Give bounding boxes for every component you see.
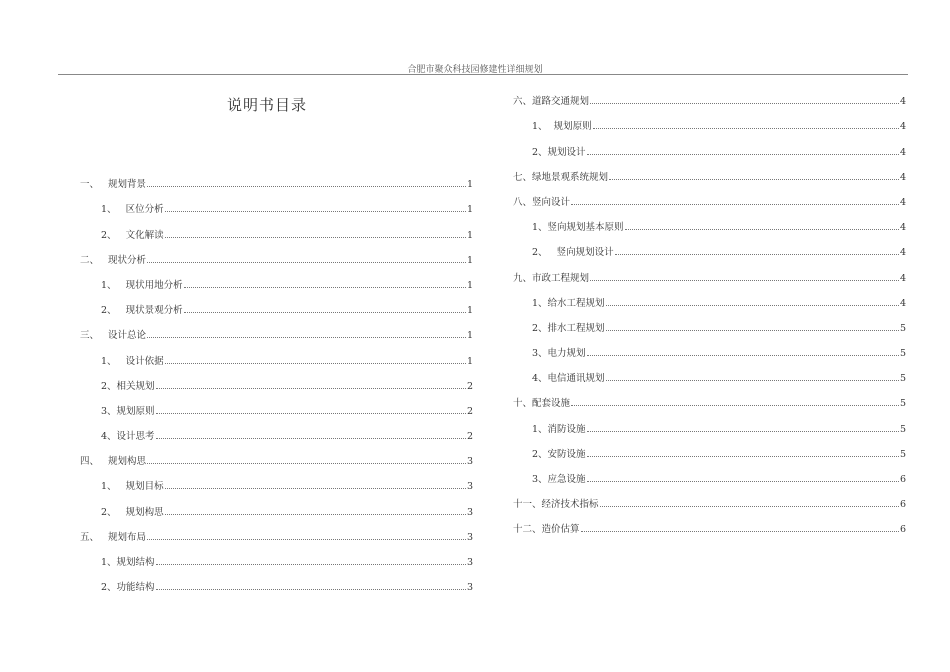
toc-page-number: 5 bbox=[899, 373, 906, 385]
toc-dot-leader bbox=[147, 262, 466, 263]
toc-entry-text: 六、道路交通规划 bbox=[513, 96, 590, 108]
toc-page-number: 5 bbox=[899, 348, 906, 360]
toc-entry-text: 七、绿地景观系统规划 bbox=[513, 171, 609, 183]
toc-dot-leader bbox=[184, 287, 466, 288]
toc-dot-leader bbox=[590, 280, 899, 281]
toc-page-number: 4 bbox=[899, 222, 906, 234]
toc-page-number: 1 bbox=[466, 355, 473, 367]
toc-entry-text: 1、 规划原则 bbox=[532, 121, 592, 133]
toc-dot-leader bbox=[571, 405, 899, 406]
document-title: 说明书目录 bbox=[227, 96, 308, 114]
toc-dot-leader bbox=[156, 388, 466, 389]
toc-entry-text: 2、规划设计 bbox=[532, 146, 586, 158]
toc-dot-leader bbox=[581, 531, 899, 532]
toc-entry-text: 1、消防设施 bbox=[532, 423, 586, 435]
toc-page-number: 3 bbox=[466, 506, 473, 518]
toc-dot-leader bbox=[156, 438, 466, 439]
toc-entry-text: 4、设计思考 bbox=[101, 431, 155, 443]
toc-subsection-entry[interactable] bbox=[80, 417, 473, 442]
toc-page-number: 1 bbox=[466, 179, 473, 191]
toc-page-number: 6 bbox=[899, 524, 906, 536]
toc-page-number: 5 bbox=[899, 448, 906, 460]
toc-dot-leader bbox=[571, 204, 899, 205]
toc-page-number: 3 bbox=[466, 557, 473, 568]
toc-entry-text: 四、 规划构思 bbox=[80, 456, 147, 468]
toc-subsection-entry[interactable] bbox=[513, 208, 906, 233]
header-rule bbox=[58, 74, 908, 75]
running-header: 合肥市聚众科技园修建性详细规划 bbox=[407, 65, 543, 75]
toc-entry-text: 1、 规划目标 bbox=[101, 481, 164, 493]
toc-subsection-entry[interactable] bbox=[513, 233, 906, 258]
toc-dot-leader bbox=[587, 456, 899, 457]
toc-right-column bbox=[513, 82, 906, 535]
toc-page-number: 3 bbox=[466, 481, 473, 493]
toc-entry-text: 十一、经济技术指标 bbox=[513, 499, 599, 511]
toc-entry-text: 3、电力规划 bbox=[532, 348, 586, 360]
toc-page-number: 4 bbox=[899, 247, 906, 259]
toc-entry-text: 2、功能结构 bbox=[101, 582, 155, 594]
toc-subsection-entry[interactable] bbox=[513, 107, 906, 132]
toc-subsection-entry[interactable] bbox=[513, 460, 906, 485]
toc-section-entry[interactable] bbox=[513, 82, 906, 107]
toc-dot-leader bbox=[590, 103, 899, 104]
toc-entry-text: 十二、造价估算 bbox=[513, 524, 580, 536]
toc-entry-text: 一、 规划背景 bbox=[80, 179, 147, 191]
toc-dot-leader bbox=[606, 380, 899, 381]
toc-page-number: 1 bbox=[466, 254, 473, 266]
toc-subsection-entry[interactable] bbox=[80, 543, 473, 568]
toc-dot-leader bbox=[587, 355, 899, 356]
toc-dot-leader bbox=[606, 330, 899, 331]
toc-page-number: 4 bbox=[899, 196, 906, 208]
toc-entry-text: 1、给水工程规划 bbox=[532, 297, 605, 309]
toc-subsection-entry[interactable] bbox=[80, 392, 473, 417]
toc-page-number: 1 bbox=[466, 204, 473, 216]
toc-page-number: 3 bbox=[466, 531, 473, 543]
toc-page-number: 2 bbox=[466, 405, 473, 417]
toc-dot-leader bbox=[156, 413, 466, 414]
toc-page-number: 4 bbox=[899, 146, 906, 158]
toc-subsection-entry[interactable] bbox=[80, 492, 473, 517]
toc-entry-text: 五、 规划布局 bbox=[80, 531, 147, 543]
toc-section-entry[interactable] bbox=[513, 158, 906, 183]
toc-subsection-entry[interactable] bbox=[513, 132, 906, 157]
toc-entry-text: 二、 现状分析 bbox=[80, 254, 147, 266]
toc-entry-text: 1、 设计依据 bbox=[101, 355, 164, 367]
toc-entry-text: 三、 设计总论 bbox=[80, 330, 147, 342]
toc-dot-leader bbox=[587, 154, 899, 155]
toc-subsection-entry[interactable] bbox=[513, 409, 906, 434]
toc-page-number: 5 bbox=[899, 322, 906, 334]
toc-entry-text: 八、竖向设计 bbox=[513, 196, 571, 208]
toc-subsection-entry[interactable] bbox=[80, 215, 473, 240]
toc-dot-leader bbox=[600, 506, 899, 507]
toc-dot-leader bbox=[165, 488, 466, 489]
toc-page-number: 1 bbox=[466, 279, 473, 291]
toc-page-number: 1 bbox=[466, 305, 473, 317]
toc-subsection-entry[interactable] bbox=[513, 359, 906, 384]
toc-entry-text: 1、规划结构 bbox=[101, 557, 155, 568]
toc-entry-text: 2、 竖向规划设计 bbox=[532, 247, 614, 259]
toc-dot-leader bbox=[587, 481, 899, 482]
toc-entry-text: 2、 文化解读 bbox=[101, 229, 164, 241]
toc-section-entry[interactable] bbox=[513, 510, 906, 535]
toc-dot-leader bbox=[184, 312, 466, 313]
toc-entry-text: 3、规划原则 bbox=[101, 405, 155, 417]
toc-page-number: 3 bbox=[466, 456, 473, 468]
toc-entry-text: 2、安防设施 bbox=[532, 448, 586, 460]
toc-page-number: 6 bbox=[899, 499, 906, 511]
toc-subsection-entry[interactable] bbox=[80, 568, 473, 593]
toc-subsection-entry[interactable] bbox=[513, 284, 906, 309]
toc-entry-text: 2、 现状景观分析 bbox=[101, 305, 183, 317]
toc-subsection-entry[interactable] bbox=[80, 341, 473, 366]
toc-entry-text: 4、电信通讯规划 bbox=[532, 373, 605, 385]
toc-entry-text: 九、市政工程规划 bbox=[513, 272, 590, 284]
toc-page-number: 1 bbox=[466, 229, 473, 241]
toc-entry-text: 1、 现状用地分析 bbox=[101, 279, 183, 291]
toc-dot-leader bbox=[609, 179, 899, 180]
toc-page-number: 4 bbox=[899, 121, 906, 133]
toc-entry-text: 1、 区位分析 bbox=[101, 204, 164, 216]
toc-page-number: 4 bbox=[899, 171, 906, 183]
toc-subsection-entry[interactable] bbox=[513, 309, 906, 334]
toc-dot-leader bbox=[165, 211, 466, 212]
toc-page-number: 6 bbox=[899, 474, 906, 485]
toc-dot-leader bbox=[156, 564, 466, 565]
toc-page-number: 5 bbox=[899, 423, 906, 435]
toc-section-entry[interactable] bbox=[80, 316, 473, 341]
toc-dot-leader bbox=[147, 337, 466, 338]
toc-subsection-entry[interactable] bbox=[80, 190, 473, 215]
toc-section-entry[interactable] bbox=[513, 183, 906, 208]
toc-dot-leader bbox=[625, 229, 899, 230]
toc-entry-text: 2、 规划构思 bbox=[101, 506, 164, 518]
toc-page-number: 2 bbox=[466, 380, 473, 392]
toc-dot-leader bbox=[165, 237, 466, 238]
toc-dot-leader bbox=[147, 463, 466, 464]
toc-entry-text: 十、配套设施 bbox=[513, 398, 571, 410]
toc-dot-leader bbox=[593, 128, 899, 129]
toc-dot-leader bbox=[606, 305, 899, 306]
toc-page-number: 4 bbox=[899, 297, 906, 309]
toc-section-entry[interactable] bbox=[80, 241, 473, 266]
toc-subsection-entry[interactable] bbox=[80, 291, 473, 316]
toc-section-entry[interactable] bbox=[80, 165, 473, 190]
toc-entry-text: 1、竖向规划基本原则 bbox=[532, 222, 624, 234]
toc-subsection-entry[interactable] bbox=[513, 334, 906, 359]
toc-section-entry[interactable] bbox=[80, 442, 473, 467]
toc-page-number: 2 bbox=[466, 431, 473, 443]
toc-page-number: 3 bbox=[466, 582, 473, 594]
toc-entry-text: 2、相关规划 bbox=[101, 380, 155, 392]
toc-subsection-entry[interactable] bbox=[513, 435, 906, 460]
toc-dot-leader bbox=[147, 539, 466, 540]
toc-dot-leader bbox=[615, 254, 899, 255]
toc-dot-leader bbox=[147, 186, 466, 187]
toc-page-number: 1 bbox=[466, 330, 473, 342]
toc-entry-text: 3、应急设施 bbox=[532, 474, 586, 485]
toc-section-entry[interactable] bbox=[513, 485, 906, 510]
toc-page-number: 4 bbox=[899, 272, 906, 284]
toc-section-entry[interactable] bbox=[80, 518, 473, 543]
toc-dot-leader bbox=[587, 431, 899, 432]
toc-section-entry[interactable] bbox=[513, 384, 906, 409]
toc-left-column bbox=[80, 165, 473, 593]
toc-dot-leader bbox=[156, 589, 466, 590]
toc-dot-leader bbox=[165, 363, 466, 364]
toc-dot-leader bbox=[165, 514, 466, 515]
toc-subsection-entry[interactable] bbox=[80, 367, 473, 392]
toc-page-number: 5 bbox=[899, 398, 906, 410]
toc-page-number: 4 bbox=[899, 96, 906, 108]
toc-subsection-entry[interactable] bbox=[80, 266, 473, 291]
toc-subsection-entry[interactable] bbox=[80, 467, 473, 492]
toc-section-entry[interactable] bbox=[513, 258, 906, 283]
toc-entry-text: 2、排水工程规划 bbox=[532, 322, 605, 334]
